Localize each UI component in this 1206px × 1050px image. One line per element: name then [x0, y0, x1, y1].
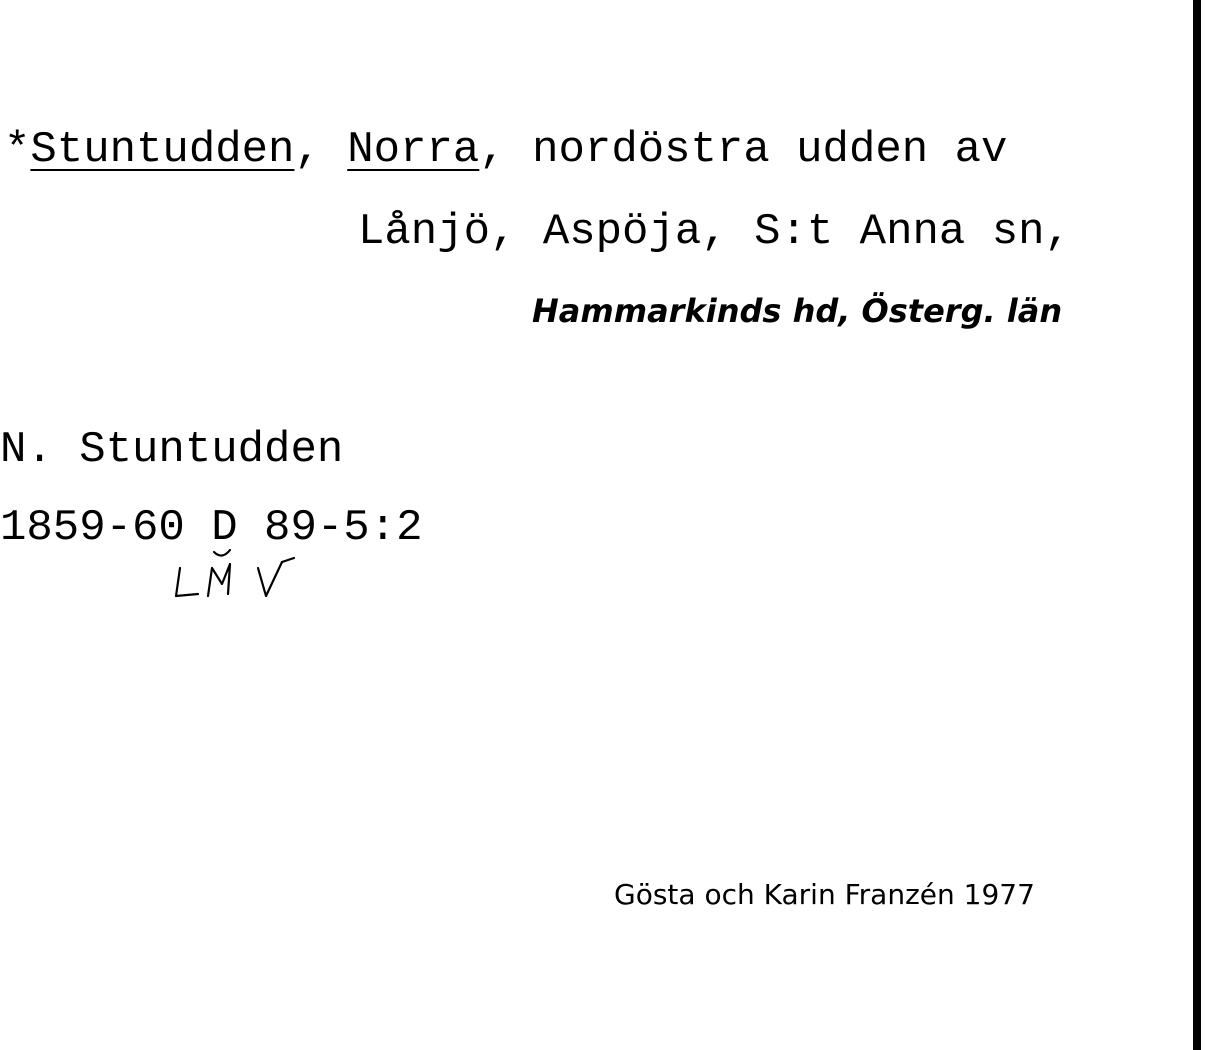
card-edge-rule [1193, 0, 1201, 1050]
headword-line [4, 125, 1008, 175]
description: , nordöstra udden av [479, 125, 1008, 175]
name-form: N. Stuntudden [0, 425, 344, 475]
qualifier: Norra [347, 125, 480, 175]
handwritten-note [170, 546, 310, 606]
source-reference: 1859-60 D 89-5:2 [0, 503, 423, 553]
location-line: Lånjö, Aspöja, S:t Anna sn, [358, 207, 1071, 257]
asterisk-marker: * [4, 125, 31, 175]
compiler-credit: Gösta och Karin Franzén 1977 [614, 878, 1035, 911]
headword: Stuntudden [30, 125, 295, 175]
district-line: Hammarkinds hd, Österg. län [532, 292, 1063, 330]
separator: , [294, 125, 348, 175]
